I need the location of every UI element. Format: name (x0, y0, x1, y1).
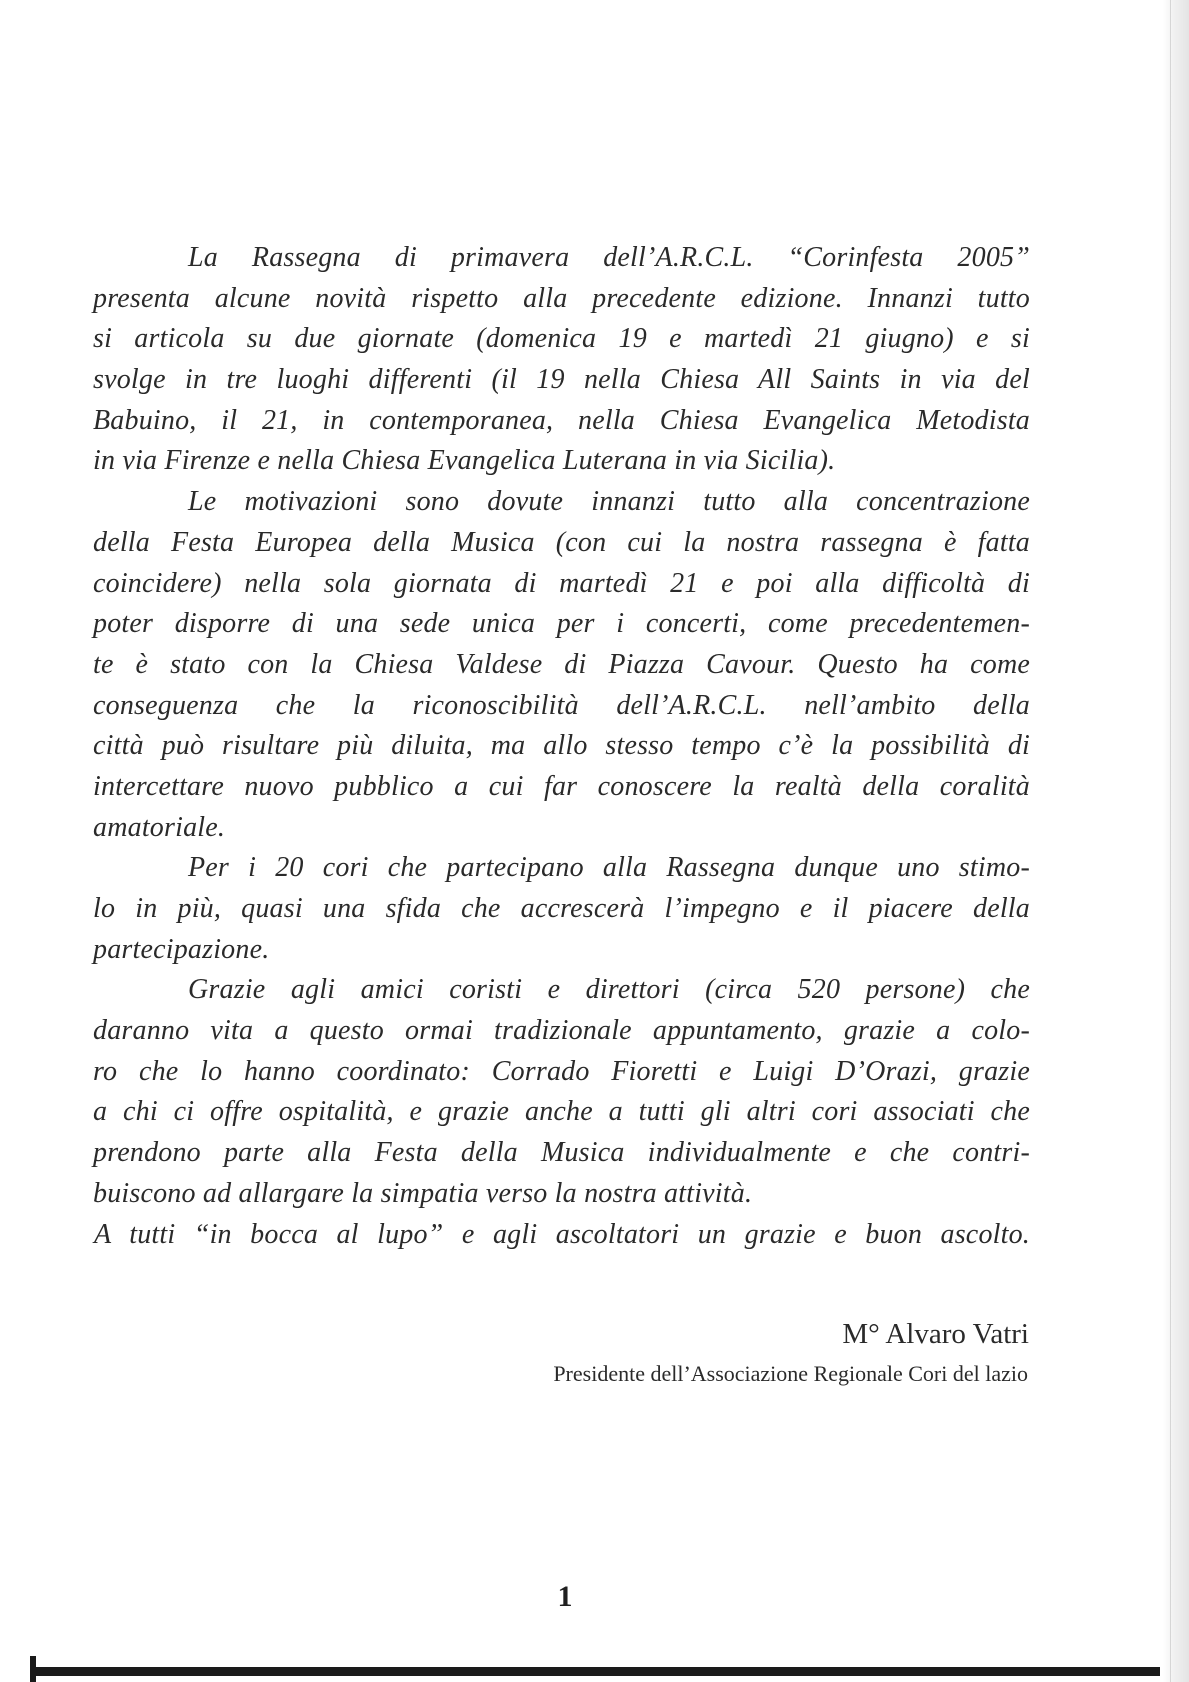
text-line: partecipazione. (93, 933, 270, 965)
text-line: Per i 20 cori che partecipano alla Rassegna dunque uno stimo- (188, 852, 1030, 884)
text-line: in via Firenze e nella Chiesa Evangelica Luterana in via Sicilia). (93, 445, 836, 477)
text-line: presenta alcune novità rispetto alla precedente edizione. Innanzi tutto (93, 282, 1030, 314)
text-line: Le motivazioni sono dovute innanzi tutto alla concentrazione (188, 486, 1030, 518)
text-line: buiscono ad allargare la simpatia verso la nostra attività. (93, 1177, 753, 1209)
text-line: te è stato con la Chiesa Valdese di Piazza Cavour. Questo ha come (93, 648, 1030, 680)
text-line: svolge in tre luoghi differenti (il 19 nella Chiesa All Saints in via del (93, 364, 1030, 396)
scan-page-edge (1163, 0, 1189, 1682)
text-line: ro che lo hanno coordinato: Corrado Fioretti e Luigi D’Orazi, grazie (93, 1055, 1030, 1087)
text-line: Babuino, il 21, in contemporanea, nella Chiesa Evangelica Metodista (93, 404, 1030, 436)
text-line: a chi ci offre ospitalità, e grazie anche a tutti gli altri cori associati che (93, 1096, 1030, 1128)
text-line: La Rassegna di primavera dell’A.R.C.L. “Corinfesta 2005” (188, 242, 1030, 273)
text-line: intercettare nuovo pubblico a cui far conoscere la realtà della coralità (93, 770, 1030, 802)
text-line: daranno vita a questo ormai tradizionale appuntamento, grazie a colo- (93, 1015, 1030, 1047)
scan-edge-line (1170, 0, 1171, 1682)
text-line: prendono parte alla Festa della Musica individualmente e che contri- (93, 1137, 1030, 1169)
text-line: città può risultare più diluita, ma allo stesso tempo c’è la possibilità di (93, 730, 1030, 762)
text-line: coincidere) nella sola giornata di martedì 21 e poi alla difficoltà di (93, 567, 1030, 599)
signature-name: M° Alvaro Vatri (842, 1318, 1029, 1350)
text-line: conseguenza che la riconoscibilità dell’A.R.C.L. nell’ambito della (93, 689, 1030, 721)
scan-bottom-corner (30, 1656, 36, 1682)
text-line: Grazie agli amici coristi e direttori (circa 520 persone) che (188, 974, 1030, 1006)
letter-body (93, 238, 1030, 1255)
text-line: lo in più, quasi una sfida che accrescerà l’impegno e il piacere della (93, 893, 1030, 924)
signature-title: Presidente dell’Associazione Regionale Cori del lazio (553, 1361, 1028, 1386)
closing-line: A tutti “in bocca al lupo” e agli ascoltatori un grazie e buon ascolto. (94, 1218, 1030, 1250)
page-number: 1 (557, 1580, 573, 1613)
text-line: poter disporre di una sede unica per i concerti, come precedentemen- (93, 608, 1030, 640)
text-line: si articola su due giornate (domenica 19 e martedì 21 giugno) e si (93, 323, 1030, 355)
text-line: della Festa Europea della Musica (con cui la nostra rassegna è fatta (93, 526, 1030, 558)
scan-bottom-shadow (30, 1667, 1160, 1676)
text-line: amatoriale. (93, 811, 226, 843)
